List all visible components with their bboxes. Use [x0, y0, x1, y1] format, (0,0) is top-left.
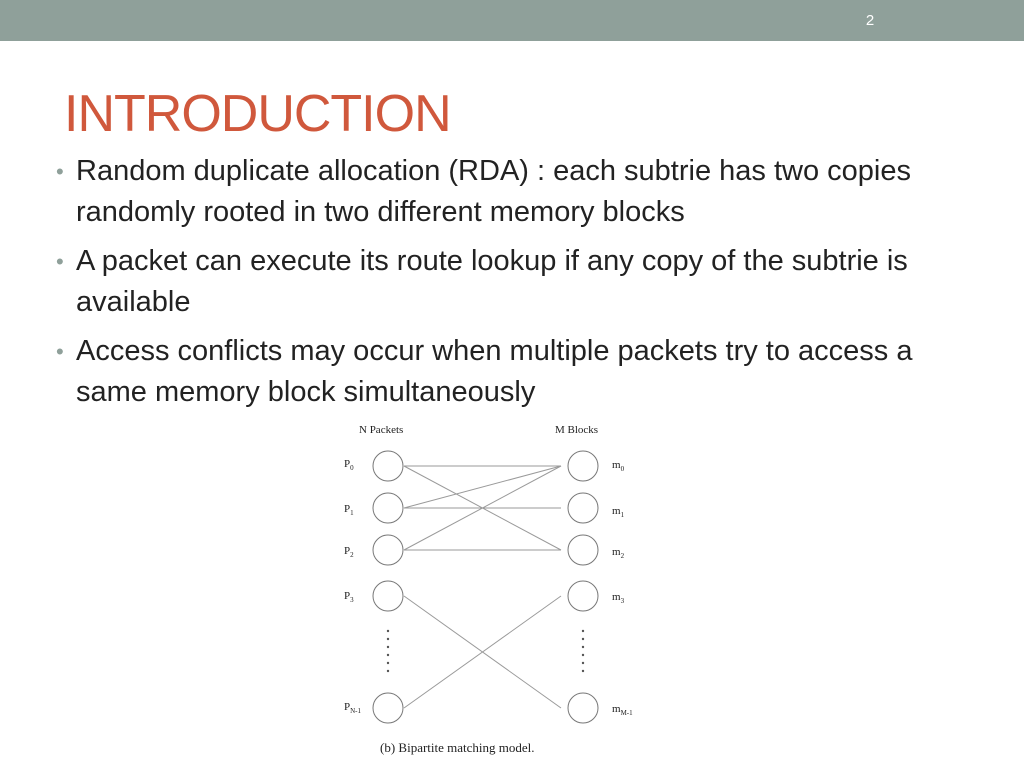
packet-label: $P_{N-1}$: [344, 701, 362, 715]
bullet-text: Access conflicts may occur when multiple packets try to access a same memory block simultaneously: [76, 335, 913, 408]
bullet-text: A packet can execute its route lookup if any copy of the subtrie is available: [76, 245, 908, 318]
block-node: [568, 451, 598, 481]
packet-label: $P_2$: [344, 545, 354, 559]
slide-title: INTRODUCTION: [64, 85, 451, 143]
edge-group: [404, 466, 561, 708]
packet-node: [373, 535, 403, 565]
block-label: $m_{M-1}$: [612, 703, 633, 717]
block-node: [568, 535, 598, 565]
block-label: $m_0$: [612, 459, 625, 473]
packet-node: [373, 693, 403, 723]
bullet-text: Random duplicate allocation (RDA) : each subtrie has two copies randomly rooted in two different memory blocks: [76, 155, 911, 228]
right-header: M Blocks: [555, 424, 599, 436]
left-header: N Packets: [359, 424, 404, 436]
top-bar: [0, 0, 1024, 41]
edge: [404, 466, 561, 508]
bullet-dot-icon: •: [56, 249, 64, 274]
bullet-item: [56, 241, 976, 323]
bullet-dot-icon: •: [56, 339, 64, 364]
packet-node: [373, 493, 403, 523]
block-label: $m_1$: [612, 505, 625, 519]
bullet-dot-icon: •: [56, 159, 64, 184]
block-node: [568, 581, 598, 611]
figure-caption: (b) Bipartite matching model.: [380, 740, 535, 755]
block-label: $m_2$: [612, 546, 625, 560]
packet-node: [373, 451, 403, 481]
ellipsis-dots: [387, 630, 584, 672]
packet-label: $P_1$: [344, 503, 354, 517]
packet-node: [373, 581, 403, 611]
bipartite-diagram: [336, 416, 676, 762]
bullet-item: [56, 331, 976, 413]
slide-number: 2: [865, 12, 875, 29]
block-node: [568, 693, 598, 723]
block-label: $m_3$: [612, 591, 625, 605]
packet-label: $P_3$: [344, 590, 354, 604]
packet-label: $P_0$: [344, 458, 354, 472]
block-node: [568, 493, 598, 523]
bullet-item: [56, 151, 976, 233]
bullet-list: [56, 151, 976, 421]
